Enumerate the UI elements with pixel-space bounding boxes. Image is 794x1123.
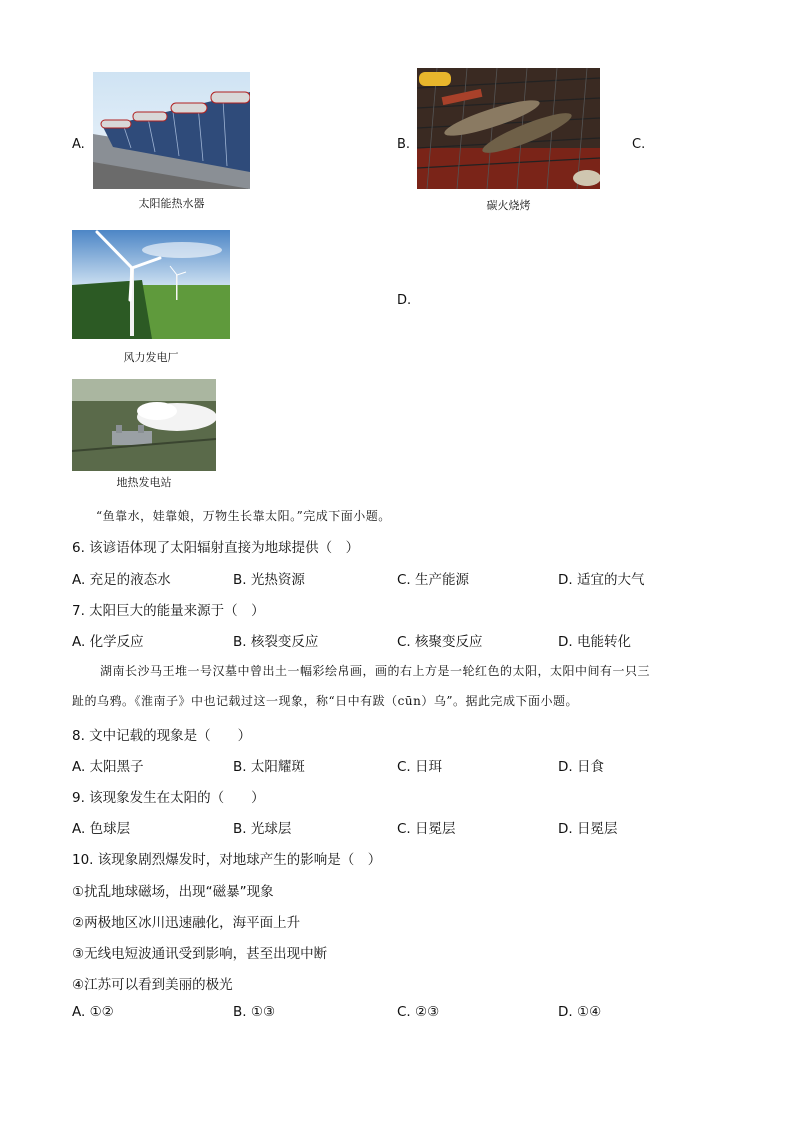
- question-10-stem: 10. 该现象剧烈爆发时，对地球产生的影响是（ ）: [72, 852, 382, 868]
- question-10-option-b[interactable]: B. ①③: [233, 1004, 276, 1020]
- question-8-option-b[interactable]: B. 太阳耀斑: [233, 759, 305, 775]
- question-6-option-b[interactable]: B. 光热资源: [233, 572, 305, 588]
- option-b-letter: B.: [397, 137, 411, 152]
- question-10-statement-1: ①扰乱地球磁场，出现“磁暴”现象: [72, 884, 274, 900]
- option-c-letter: C.: [632, 137, 646, 152]
- question-6-option-c[interactable]: C. 生产能源: [397, 572, 470, 588]
- question-6-stem: 6. 该谚语体现了太阳辐射直接为地球提供（ ）: [72, 540, 360, 556]
- geothermal-station-photo: [72, 379, 216, 471]
- mawangdui-intro-line-2: 趾的乌鸦。《淮南子》中也记载过这一现象，称“日中有跋（cūn）乌”。据此完成下面小题。: [72, 694, 578, 708]
- question-10-option-a[interactable]: A. ①②: [72, 1004, 114, 1020]
- question-7-option-a[interactable]: A. 化学反应: [72, 634, 144, 650]
- question-6-option-a[interactable]: A. 充足的液态水: [72, 572, 171, 588]
- question-10-statement-2: ②两极地区冰川迅速融化，海平面上升: [72, 915, 301, 931]
- wind-farm-photo: [72, 230, 230, 339]
- question-7-option-c[interactable]: C. 核聚变反应: [397, 634, 483, 650]
- charcoal-barbecue-photo: [417, 68, 600, 189]
- question-10-statement-3: ③无线电短波通讯受到影响，甚至出现中断: [72, 946, 328, 962]
- question-9-option-c[interactable]: C. 日冕层: [397, 821, 456, 837]
- solar-water-heater-photo: [93, 72, 250, 189]
- question-7-stem: 7. 太阳巨大的能量来源于（ ）: [72, 603, 265, 619]
- question-8-option-a[interactable]: A. 太阳黑子: [72, 759, 144, 775]
- question-9-option-d[interactable]: D. 日冕层: [558, 821, 618, 837]
- question-9-option-b[interactable]: B. 光球层: [233, 821, 292, 837]
- option-d-caption: 地热发电站: [116, 476, 172, 489]
- question-10-option-d[interactable]: D. ①④: [558, 1004, 602, 1020]
- question-7-option-b[interactable]: B. 核裂变反应: [233, 634, 319, 650]
- question-10-statement-4: ④江苏可以看到美丽的极光: [72, 977, 233, 993]
- question-8-stem: 8. 文中记载的现象是（ ）: [72, 728, 252, 744]
- question-7-option-d[interactable]: D. 电能转化: [558, 634, 631, 650]
- option-a-caption: 太阳能热水器: [138, 197, 205, 210]
- question-6-option-d[interactable]: D. 适宜的大气: [558, 572, 645, 588]
- question-8-option-c[interactable]: C. 日珥: [397, 759, 443, 775]
- option-b-caption: 碳火烧烤: [486, 199, 531, 212]
- question-9-stem: 9. 该现象发生在太阳的（ ）: [72, 790, 265, 806]
- question-9-option-a[interactable]: A. 色球层: [72, 821, 131, 837]
- question-10-option-c[interactable]: C. ②③: [397, 1004, 440, 1020]
- mawangdui-intro-line-1: 湖南长沙马王堆一号汉墓中曾出土一幅彩绘帛画，画的右上方是一轮红色的太阳，太阳中间有一只三: [100, 664, 651, 678]
- option-a-letter: A.: [72, 137, 85, 152]
- option-c-caption: 风力发电厂: [123, 351, 179, 364]
- question-8-option-d[interactable]: D. 日食: [558, 759, 604, 775]
- option-d-letter: D.: [397, 293, 412, 308]
- proverb-intro: “鱼靠水，娃靠娘，万物生长靠太阳。”完成下面小题。: [96, 509, 391, 523]
